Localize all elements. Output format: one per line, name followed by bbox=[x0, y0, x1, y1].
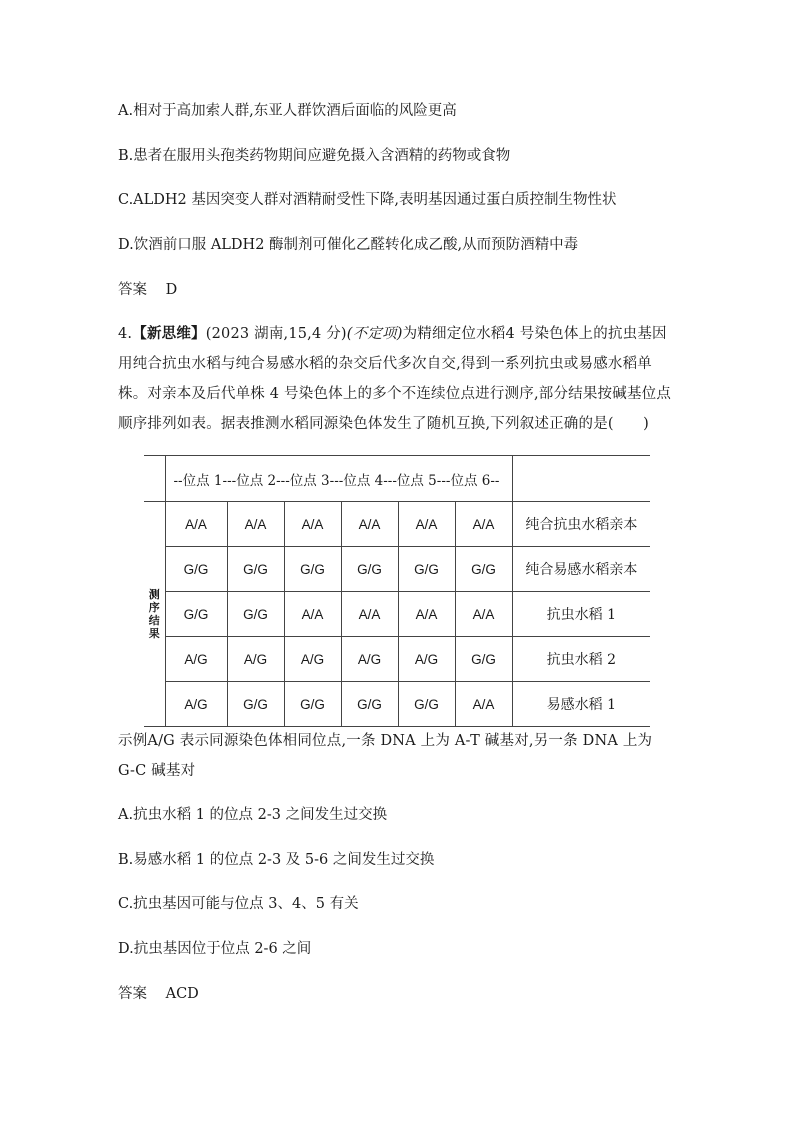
table-side-label: 测序结果 bbox=[144, 502, 165, 727]
table-cell: A/A bbox=[341, 502, 398, 547]
question-number: 4. bbox=[118, 326, 133, 342]
table-cell: A/G bbox=[398, 637, 455, 682]
table-cell: A/A bbox=[398, 502, 455, 547]
prev-option-a: A.相对于高加索人群,东亚人群饮酒后面临的风险更高 bbox=[118, 103, 457, 119]
table-row bbox=[144, 592, 650, 637]
prev-option-c: C.ALDH2 基因突变人群对酒精耐受性下降,表明基因通过蛋白质控制生物性状 bbox=[118, 192, 617, 208]
table-row bbox=[144, 682, 650, 727]
table-row-label: 抗虫水稻 1 bbox=[512, 592, 650, 637]
question-tag: 【新思维】 bbox=[132, 325, 206, 342]
table-row bbox=[144, 502, 650, 547]
question-answer bbox=[118, 984, 199, 1004]
table-row-label: 纯合抗虫水稻亲本 bbox=[512, 502, 650, 547]
table-cell: G/G bbox=[341, 547, 398, 592]
option-d: D.抗虫基因位于位点 2-6 之间 bbox=[118, 941, 312, 957]
answer-value: ACD bbox=[165, 986, 199, 1002]
table-cell: A/A bbox=[455, 682, 512, 727]
table-cell: A/G bbox=[341, 637, 398, 682]
table-row bbox=[144, 637, 650, 682]
question-source: (2023 湖南,15,4 分) bbox=[205, 326, 347, 342]
table-note: 示例A/G 表示同源染色体相同位点,一条 DNA 上为 A-T 碱基对,另一条 DNA 上为 G-C 碱基对 bbox=[118, 733, 653, 779]
option-b: B.易感水稻 1 的位点 2-3 及 5-6 之间发生过交换 bbox=[118, 852, 435, 868]
table-corner bbox=[144, 456, 165, 502]
table-row-label: 抗虫水稻 2 bbox=[512, 637, 650, 682]
table-cell: A/A bbox=[284, 592, 341, 637]
table-cell: G/G bbox=[455, 547, 512, 592]
table-cell: A/A bbox=[284, 502, 341, 547]
table-cell: G/G bbox=[398, 682, 455, 727]
option-c: C.抗虫基因可能与位点 3、4、5 有关 bbox=[118, 896, 359, 912]
option-a: A.抗虫水稻 1 的位点 2-3 之间发生过交换 bbox=[118, 807, 388, 823]
table-cell: G/G bbox=[165, 592, 227, 637]
table-cell: A/A bbox=[455, 592, 512, 637]
table-header-blank bbox=[512, 456, 650, 502]
table-row-label: 纯合易感水稻亲本 bbox=[512, 547, 650, 592]
table-row bbox=[144, 547, 650, 592]
table-header-sites: --位点 1---位点 2---位点 3---位点 4---位点 5---位点 6-- bbox=[165, 456, 512, 502]
sequencing-table bbox=[144, 455, 650, 727]
table-cell: G/G bbox=[284, 547, 341, 592]
table-cell: G/G bbox=[165, 547, 227, 592]
table-cell: A/G bbox=[165, 637, 227, 682]
table-cell: A/A bbox=[455, 502, 512, 547]
prev-option-b: B.患者在服用头孢类药物期间应避免摄入含酒精的药物或食物 bbox=[118, 148, 511, 164]
table-cell: A/G bbox=[227, 637, 284, 682]
answer-label: 答案 bbox=[118, 986, 147, 1002]
table-cell: G/G bbox=[227, 592, 284, 637]
table-cell: G/G bbox=[455, 637, 512, 682]
table-cell: G/G bbox=[398, 547, 455, 592]
table-cell: A/G bbox=[284, 637, 341, 682]
question-stem bbox=[118, 319, 674, 439]
table-cell: A/G bbox=[165, 682, 227, 727]
prev-answer-label: 答案 bbox=[118, 282, 147, 298]
table-cell: A/A bbox=[341, 592, 398, 637]
prev-answer bbox=[118, 280, 177, 300]
table-cell: G/G bbox=[227, 682, 284, 727]
table-cell: A/A bbox=[398, 592, 455, 637]
prev-option-d: D.饮酒前口服 ALDH2 酶制剂可催化乙醛转化成乙酸,从而预防酒精中毒 bbox=[118, 237, 579, 253]
table-cell: G/G bbox=[341, 682, 398, 727]
table-row-label: 易感水稻 1 bbox=[512, 682, 650, 727]
question-text: 为精细定位水稻4 号染色体上的抗虫基因用纯合抗虫水稻与纯合易感水稻的杂交后代多次自交,得到一系列抗虫或易感水稻单株。对亲本及后代单株 4 号染色体上的多个不连续位点进行测序,部分结果按碱基位点顺序排列如表。据表推测水稻同源染色体发生了随机互换,下列叙述正确的是( ) bbox=[118, 326, 672, 432]
table-cell: G/G bbox=[284, 682, 341, 727]
table-cell: A/A bbox=[227, 502, 284, 547]
table-cell: A/A bbox=[165, 502, 227, 547]
prev-answer-value: D bbox=[165, 282, 178, 298]
question-type: (不定项) bbox=[346, 326, 403, 342]
table-cell: G/G bbox=[227, 547, 284, 592]
